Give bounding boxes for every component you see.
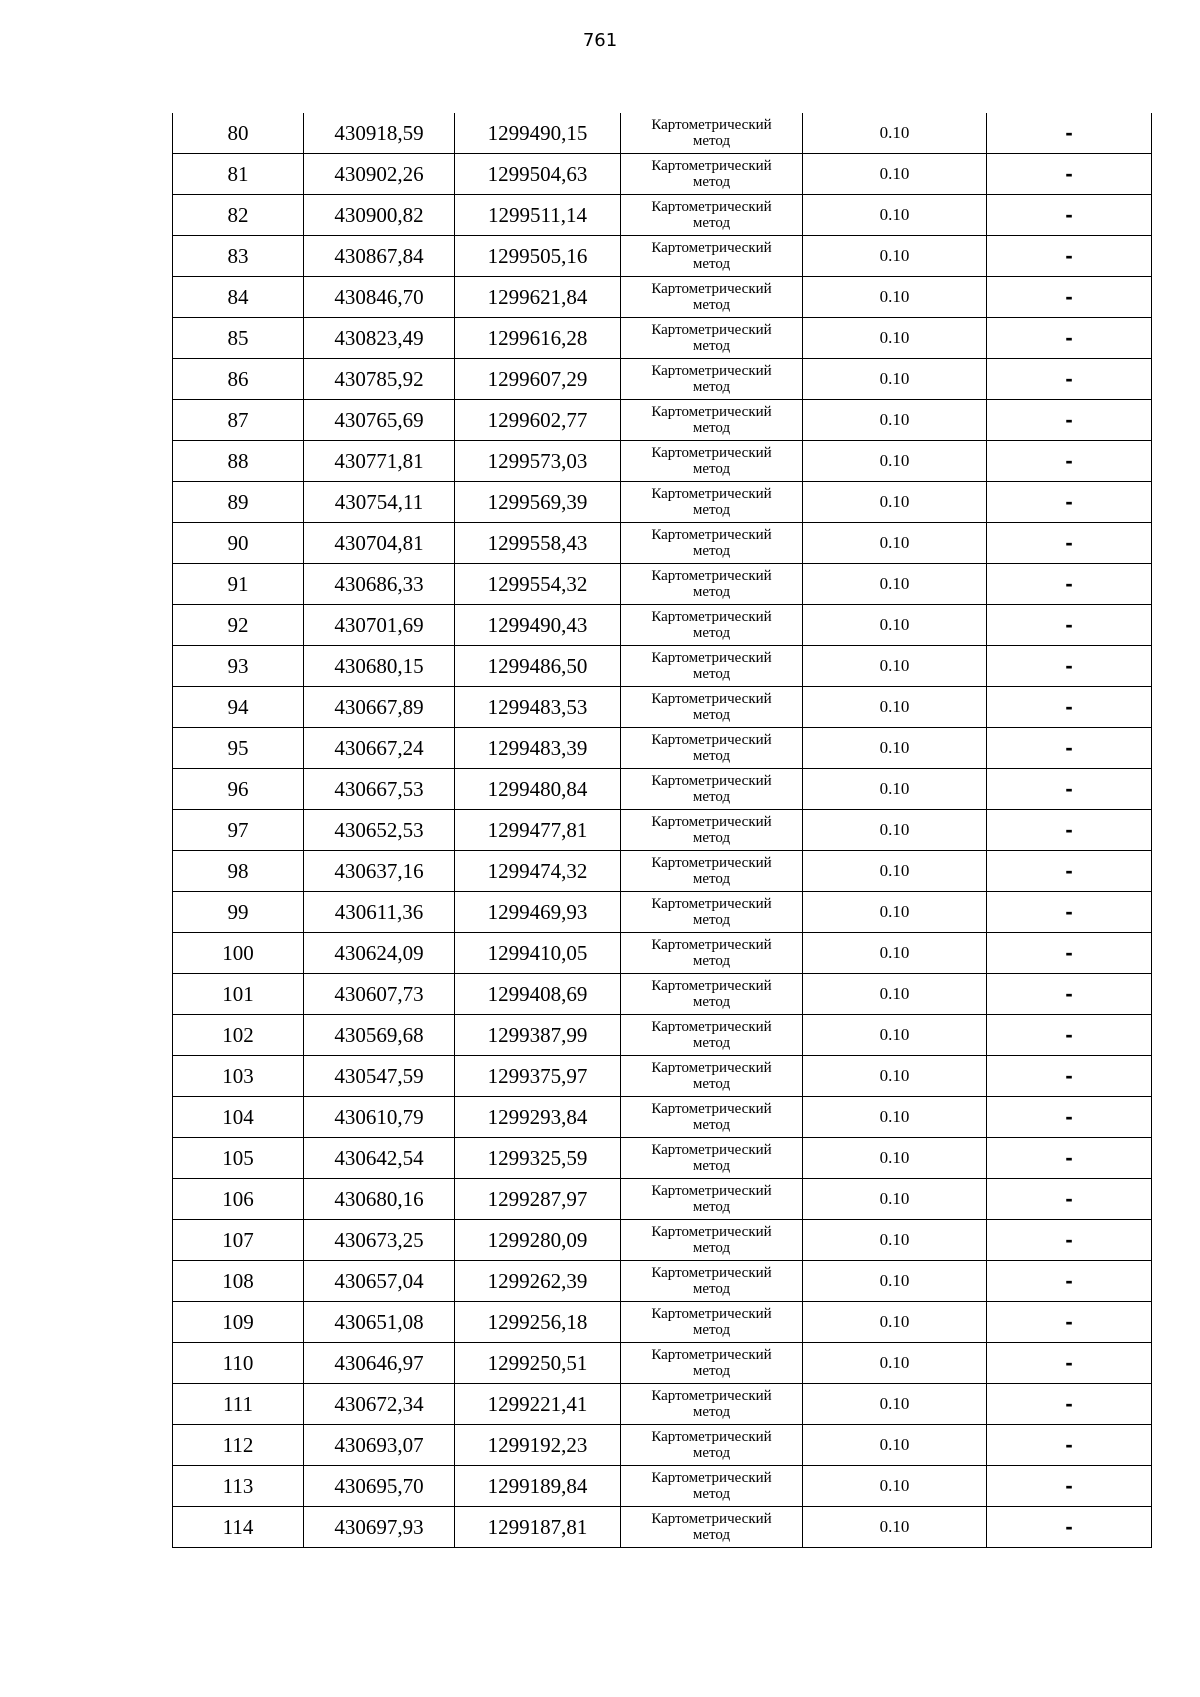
point-number-cell: 80 bbox=[173, 113, 304, 154]
method-cell bbox=[621, 687, 803, 728]
method-cell bbox=[621, 400, 803, 441]
method-cell bbox=[621, 1220, 803, 1261]
point-number-cell: 107 bbox=[173, 1220, 304, 1261]
x-coordinate-cell: 430846,70 bbox=[304, 277, 455, 318]
x-coordinate-cell: 430672,34 bbox=[304, 1384, 455, 1425]
method-text: Картометрический метод bbox=[651, 855, 772, 887]
extra-cell: - bbox=[987, 482, 1152, 523]
x-coordinate-cell: 430547,59 bbox=[304, 1056, 455, 1097]
x-coordinate-cell: 430693,07 bbox=[304, 1425, 455, 1466]
table-row bbox=[173, 482, 1152, 523]
x-coordinate-cell: 430657,04 bbox=[304, 1261, 455, 1302]
method-text: Картометрический метод bbox=[651, 1019, 772, 1051]
y-coordinate-cell: 1299325,59 bbox=[455, 1138, 621, 1179]
table-row bbox=[173, 769, 1152, 810]
extra-cell: - bbox=[987, 1343, 1152, 1384]
extra-cell: - bbox=[987, 1425, 1152, 1466]
point-number-cell: 100 bbox=[173, 933, 304, 974]
method-text: Картометрический метод bbox=[651, 486, 772, 518]
method-cell bbox=[621, 482, 803, 523]
y-coordinate-cell: 1299480,84 bbox=[455, 769, 621, 810]
accuracy-cell: 0.10 bbox=[803, 1507, 987, 1548]
accuracy-cell: 0.10 bbox=[803, 687, 987, 728]
accuracy-cell: 0.10 bbox=[803, 974, 987, 1015]
x-coordinate-cell: 430771,81 bbox=[304, 441, 455, 482]
method-text: Картометрический метод bbox=[651, 609, 772, 641]
point-number-cell: 113 bbox=[173, 1466, 304, 1507]
accuracy-cell: 0.10 bbox=[803, 728, 987, 769]
table-row bbox=[173, 1466, 1152, 1507]
method-text: Картометрический метод bbox=[651, 978, 772, 1010]
y-coordinate-cell: 1299250,51 bbox=[455, 1343, 621, 1384]
method-text: Картометрический метод bbox=[651, 281, 772, 313]
table-row bbox=[173, 1343, 1152, 1384]
point-number-cell: 110 bbox=[173, 1343, 304, 1384]
point-number-cell: 90 bbox=[173, 523, 304, 564]
method-cell bbox=[621, 646, 803, 687]
accuracy-cell: 0.10 bbox=[803, 1056, 987, 1097]
page-number: 761 bbox=[582, 30, 618, 51]
method-cell bbox=[621, 1466, 803, 1507]
method-cell bbox=[621, 441, 803, 482]
x-coordinate-cell: 430637,16 bbox=[304, 851, 455, 892]
point-number-cell: 112 bbox=[173, 1425, 304, 1466]
table-row bbox=[173, 318, 1152, 359]
method-cell bbox=[621, 1302, 803, 1343]
point-number-cell: 98 bbox=[173, 851, 304, 892]
x-coordinate-cell: 430695,70 bbox=[304, 1466, 455, 1507]
method-cell bbox=[621, 277, 803, 318]
method-cell bbox=[621, 892, 803, 933]
y-coordinate-cell: 1299573,03 bbox=[455, 441, 621, 482]
y-coordinate-cell: 1299410,05 bbox=[455, 933, 621, 974]
method-text: Картометрический метод bbox=[651, 773, 772, 805]
accuracy-cell: 0.10 bbox=[803, 1425, 987, 1466]
method-text: Картометрический метод bbox=[651, 1224, 772, 1256]
x-coordinate-cell: 430680,15 bbox=[304, 646, 455, 687]
method-text: Картометрический метод bbox=[651, 1265, 772, 1297]
x-coordinate-cell: 430754,11 bbox=[304, 482, 455, 523]
method-cell bbox=[621, 1138, 803, 1179]
table-row bbox=[173, 851, 1152, 892]
extra-cell: - bbox=[987, 769, 1152, 810]
point-number-cell: 101 bbox=[173, 974, 304, 1015]
y-coordinate-cell: 1299490,43 bbox=[455, 605, 621, 646]
table-row bbox=[173, 728, 1152, 769]
point-number-cell: 83 bbox=[173, 236, 304, 277]
accuracy-cell: 0.10 bbox=[803, 1343, 987, 1384]
method-text: Картометрический метод bbox=[651, 404, 772, 436]
method-text: Картометрический метод bbox=[651, 199, 772, 231]
method-cell bbox=[621, 1384, 803, 1425]
table-row bbox=[173, 441, 1152, 482]
x-coordinate-cell: 430902,26 bbox=[304, 154, 455, 195]
y-coordinate-cell: 1299192,23 bbox=[455, 1425, 621, 1466]
accuracy-cell: 0.10 bbox=[803, 113, 987, 154]
method-cell bbox=[621, 523, 803, 564]
extra-cell: - bbox=[987, 564, 1152, 605]
extra-cell: - bbox=[987, 523, 1152, 564]
extra-cell: - bbox=[987, 810, 1152, 851]
accuracy-cell: 0.10 bbox=[803, 1220, 987, 1261]
method-text: Картометрический метод bbox=[651, 322, 772, 354]
y-coordinate-cell: 1299569,39 bbox=[455, 482, 621, 523]
point-number-cell: 96 bbox=[173, 769, 304, 810]
extra-cell: - bbox=[987, 605, 1152, 646]
extra-cell: - bbox=[987, 277, 1152, 318]
method-cell bbox=[621, 933, 803, 974]
extra-cell: - bbox=[987, 851, 1152, 892]
method-cell bbox=[621, 113, 803, 154]
y-coordinate-cell: 1299375,97 bbox=[455, 1056, 621, 1097]
point-number-cell: 97 bbox=[173, 810, 304, 851]
accuracy-cell: 0.10 bbox=[803, 564, 987, 605]
x-coordinate-cell: 430823,49 bbox=[304, 318, 455, 359]
accuracy-cell: 0.10 bbox=[803, 1384, 987, 1425]
accuracy-cell: 0.10 bbox=[803, 605, 987, 646]
point-number-cell: 85 bbox=[173, 318, 304, 359]
method-text: Картометрический метод bbox=[651, 650, 772, 682]
point-number-cell: 88 bbox=[173, 441, 304, 482]
accuracy-cell: 0.10 bbox=[803, 933, 987, 974]
x-coordinate-cell: 430701,69 bbox=[304, 605, 455, 646]
method-cell bbox=[621, 154, 803, 195]
method-cell bbox=[621, 1261, 803, 1302]
method-cell bbox=[621, 236, 803, 277]
method-cell bbox=[621, 728, 803, 769]
accuracy-cell: 0.10 bbox=[803, 195, 987, 236]
y-coordinate-cell: 1299504,63 bbox=[455, 154, 621, 195]
extra-cell: - bbox=[987, 1261, 1152, 1302]
extra-cell: - bbox=[987, 1138, 1152, 1179]
accuracy-cell: 0.10 bbox=[803, 1097, 987, 1138]
point-number-cell: 111 bbox=[173, 1384, 304, 1425]
table-row bbox=[173, 1261, 1152, 1302]
y-coordinate-cell: 1299189,84 bbox=[455, 1466, 621, 1507]
method-text: Картометрический метод bbox=[651, 1306, 772, 1338]
method-text: Картометрический метод bbox=[651, 568, 772, 600]
point-number-cell: 103 bbox=[173, 1056, 304, 1097]
extra-cell: - bbox=[987, 1384, 1152, 1425]
extra-cell: - bbox=[987, 359, 1152, 400]
method-text: Картометрический метод bbox=[651, 1183, 772, 1215]
table-row bbox=[173, 974, 1152, 1015]
extra-cell: - bbox=[987, 933, 1152, 974]
point-number-cell: 105 bbox=[173, 1138, 304, 1179]
point-number-cell: 106 bbox=[173, 1179, 304, 1220]
x-coordinate-cell: 430610,79 bbox=[304, 1097, 455, 1138]
x-coordinate-cell: 430704,81 bbox=[304, 523, 455, 564]
x-coordinate-cell: 430667,53 bbox=[304, 769, 455, 810]
x-coordinate-cell: 430667,24 bbox=[304, 728, 455, 769]
accuracy-cell: 0.10 bbox=[803, 523, 987, 564]
method-cell bbox=[621, 359, 803, 400]
method-cell bbox=[621, 974, 803, 1015]
accuracy-cell: 0.10 bbox=[803, 441, 987, 482]
accuracy-cell: 0.10 bbox=[803, 892, 987, 933]
table-row bbox=[173, 400, 1152, 441]
table-row bbox=[173, 646, 1152, 687]
y-coordinate-cell: 1299256,18 bbox=[455, 1302, 621, 1343]
method-text: Картометрический метод bbox=[651, 117, 772, 149]
x-coordinate-cell: 430607,73 bbox=[304, 974, 455, 1015]
point-number-cell: 87 bbox=[173, 400, 304, 441]
table-row bbox=[173, 1138, 1152, 1179]
accuracy-cell: 0.10 bbox=[803, 1015, 987, 1056]
table-row bbox=[173, 605, 1152, 646]
method-text: Картометрический метод bbox=[651, 814, 772, 846]
method-text: Картометрический метод bbox=[651, 445, 772, 477]
method-cell bbox=[621, 195, 803, 236]
x-coordinate-cell: 430785,92 bbox=[304, 359, 455, 400]
table-row bbox=[173, 113, 1152, 154]
table-row bbox=[173, 1220, 1152, 1261]
method-cell bbox=[621, 564, 803, 605]
table-row bbox=[173, 523, 1152, 564]
point-number-cell: 93 bbox=[173, 646, 304, 687]
y-coordinate-cell: 1299486,50 bbox=[455, 646, 621, 687]
method-cell bbox=[621, 810, 803, 851]
accuracy-cell: 0.10 bbox=[803, 851, 987, 892]
method-text: Картометрический метод bbox=[651, 240, 772, 272]
extra-cell: - bbox=[987, 646, 1152, 687]
y-coordinate-cell: 1299607,29 bbox=[455, 359, 621, 400]
extra-cell: - bbox=[987, 892, 1152, 933]
table-row bbox=[173, 1425, 1152, 1466]
point-number-cell: 89 bbox=[173, 482, 304, 523]
extra-cell: - bbox=[987, 1097, 1152, 1138]
method-cell bbox=[621, 1097, 803, 1138]
method-cell bbox=[621, 318, 803, 359]
accuracy-cell: 0.10 bbox=[803, 400, 987, 441]
method-text: Картометрический метод bbox=[651, 158, 772, 190]
method-text: Картометрический метод bbox=[651, 691, 772, 723]
y-coordinate-cell: 1299621,84 bbox=[455, 277, 621, 318]
y-coordinate-cell: 1299287,97 bbox=[455, 1179, 621, 1220]
point-number-cell: 86 bbox=[173, 359, 304, 400]
extra-cell: - bbox=[987, 113, 1152, 154]
accuracy-cell: 0.10 bbox=[803, 646, 987, 687]
y-coordinate-cell: 1299221,41 bbox=[455, 1384, 621, 1425]
method-cell bbox=[621, 769, 803, 810]
accuracy-cell: 0.10 bbox=[803, 482, 987, 523]
method-cell bbox=[621, 1056, 803, 1097]
y-coordinate-cell: 1299490,15 bbox=[455, 113, 621, 154]
y-coordinate-cell: 1299602,77 bbox=[455, 400, 621, 441]
x-coordinate-cell: 430646,97 bbox=[304, 1343, 455, 1384]
x-coordinate-cell: 430652,53 bbox=[304, 810, 455, 851]
extra-cell: - bbox=[987, 1466, 1152, 1507]
x-coordinate-cell: 430918,59 bbox=[304, 113, 455, 154]
method-text: Картометрический метод bbox=[651, 937, 772, 969]
x-coordinate-cell: 430686,33 bbox=[304, 564, 455, 605]
method-cell bbox=[621, 1015, 803, 1056]
x-coordinate-cell: 430642,54 bbox=[304, 1138, 455, 1179]
point-number-cell: 81 bbox=[173, 154, 304, 195]
x-coordinate-cell: 430765,69 bbox=[304, 400, 455, 441]
accuracy-cell: 0.10 bbox=[803, 1179, 987, 1220]
x-coordinate-cell: 430667,89 bbox=[304, 687, 455, 728]
extra-cell: - bbox=[987, 1056, 1152, 1097]
y-coordinate-cell: 1299408,69 bbox=[455, 974, 621, 1015]
x-coordinate-cell: 430611,36 bbox=[304, 892, 455, 933]
extra-cell: - bbox=[987, 1179, 1152, 1220]
extra-cell: - bbox=[987, 974, 1152, 1015]
point-number-cell: 104 bbox=[173, 1097, 304, 1138]
y-coordinate-cell: 1299483,39 bbox=[455, 728, 621, 769]
extra-cell: - bbox=[987, 1015, 1152, 1056]
table-row bbox=[173, 236, 1152, 277]
table-row bbox=[173, 564, 1152, 605]
y-coordinate-cell: 1299280,09 bbox=[455, 1220, 621, 1261]
method-text: Картометрический метод bbox=[651, 1388, 772, 1420]
accuracy-cell: 0.10 bbox=[803, 1466, 987, 1507]
x-coordinate-cell: 430624,09 bbox=[304, 933, 455, 974]
extra-cell: - bbox=[987, 1220, 1152, 1261]
y-coordinate-cell: 1299187,81 bbox=[455, 1507, 621, 1548]
table-body bbox=[173, 113, 1152, 1548]
accuracy-cell: 0.10 bbox=[803, 277, 987, 318]
point-number-cell: 92 bbox=[173, 605, 304, 646]
method-cell bbox=[621, 605, 803, 646]
extra-cell: - bbox=[987, 318, 1152, 359]
table-row bbox=[173, 687, 1152, 728]
accuracy-cell: 0.10 bbox=[803, 1261, 987, 1302]
accuracy-cell: 0.10 bbox=[803, 154, 987, 195]
accuracy-cell: 0.10 bbox=[803, 769, 987, 810]
y-coordinate-cell: 1299474,32 bbox=[455, 851, 621, 892]
table-row bbox=[173, 154, 1152, 195]
table-row bbox=[173, 810, 1152, 851]
method-cell bbox=[621, 851, 803, 892]
method-cell bbox=[621, 1507, 803, 1548]
y-coordinate-cell: 1299483,53 bbox=[455, 687, 621, 728]
table-row bbox=[173, 892, 1152, 933]
method-text: Картометрический метод bbox=[651, 896, 772, 928]
y-coordinate-cell: 1299469,93 bbox=[455, 892, 621, 933]
method-cell bbox=[621, 1179, 803, 1220]
point-number-cell: 94 bbox=[173, 687, 304, 728]
extra-cell: - bbox=[987, 400, 1152, 441]
point-number-cell: 114 bbox=[173, 1507, 304, 1548]
method-text: Картометрический метод bbox=[651, 1429, 772, 1461]
extra-cell: - bbox=[987, 728, 1152, 769]
method-text: Картометрический метод bbox=[651, 527, 772, 559]
table-row bbox=[173, 1056, 1152, 1097]
y-coordinate-cell: 1299387,99 bbox=[455, 1015, 621, 1056]
table-row bbox=[173, 1097, 1152, 1138]
table-row bbox=[173, 1179, 1152, 1220]
accuracy-cell: 0.10 bbox=[803, 810, 987, 851]
method-text: Картометрический метод bbox=[651, 1347, 772, 1379]
table-row bbox=[173, 1384, 1152, 1425]
x-coordinate-cell: 430569,68 bbox=[304, 1015, 455, 1056]
method-text: Картометрический метод bbox=[651, 1101, 772, 1133]
method-text: Картометрический метод bbox=[651, 1060, 772, 1092]
method-cell bbox=[621, 1343, 803, 1384]
extra-cell: - bbox=[987, 687, 1152, 728]
table-row bbox=[173, 933, 1152, 974]
y-coordinate-cell: 1299505,16 bbox=[455, 236, 621, 277]
x-coordinate-cell: 430900,82 bbox=[304, 195, 455, 236]
method-cell bbox=[621, 1425, 803, 1466]
point-number-cell: 108 bbox=[173, 1261, 304, 1302]
accuracy-cell: 0.10 bbox=[803, 318, 987, 359]
y-coordinate-cell: 1299558,43 bbox=[455, 523, 621, 564]
method-text: Картометрический метод bbox=[651, 1142, 772, 1174]
coordinates-table bbox=[172, 113, 1152, 1548]
table-row bbox=[173, 359, 1152, 400]
method-text: Картометрический метод bbox=[651, 363, 772, 395]
y-coordinate-cell: 1299616,28 bbox=[455, 318, 621, 359]
point-number-cell: 82 bbox=[173, 195, 304, 236]
accuracy-cell: 0.10 bbox=[803, 236, 987, 277]
table-row bbox=[173, 1302, 1152, 1343]
extra-cell: - bbox=[987, 441, 1152, 482]
accuracy-cell: 0.10 bbox=[803, 1302, 987, 1343]
method-text: Картометрический метод bbox=[651, 1470, 772, 1502]
extra-cell: - bbox=[987, 1302, 1152, 1343]
x-coordinate-cell: 430697,93 bbox=[304, 1507, 455, 1548]
y-coordinate-cell: 1299477,81 bbox=[455, 810, 621, 851]
x-coordinate-cell: 430680,16 bbox=[304, 1179, 455, 1220]
y-coordinate-cell: 1299554,32 bbox=[455, 564, 621, 605]
table-row bbox=[173, 277, 1152, 318]
accuracy-cell: 0.10 bbox=[803, 359, 987, 400]
accuracy-cell: 0.10 bbox=[803, 1138, 987, 1179]
x-coordinate-cell: 430867,84 bbox=[304, 236, 455, 277]
point-number-cell: 99 bbox=[173, 892, 304, 933]
point-number-cell: 109 bbox=[173, 1302, 304, 1343]
extra-cell: - bbox=[987, 154, 1152, 195]
table-row bbox=[173, 1507, 1152, 1548]
table-row bbox=[173, 195, 1152, 236]
point-number-cell: 84 bbox=[173, 277, 304, 318]
method-text: Картометрический метод bbox=[651, 1511, 772, 1543]
y-coordinate-cell: 1299511,14 bbox=[455, 195, 621, 236]
table-row bbox=[173, 1015, 1152, 1056]
y-coordinate-cell: 1299293,84 bbox=[455, 1097, 621, 1138]
extra-cell: - bbox=[987, 236, 1152, 277]
point-number-cell: 91 bbox=[173, 564, 304, 605]
x-coordinate-cell: 430673,25 bbox=[304, 1220, 455, 1261]
x-coordinate-cell: 430651,08 bbox=[304, 1302, 455, 1343]
method-text: Картометрический метод bbox=[651, 732, 772, 764]
extra-cell: - bbox=[987, 195, 1152, 236]
y-coordinate-cell: 1299262,39 bbox=[455, 1261, 621, 1302]
point-number-cell: 95 bbox=[173, 728, 304, 769]
extra-cell: - bbox=[987, 1507, 1152, 1548]
point-number-cell: 102 bbox=[173, 1015, 304, 1056]
